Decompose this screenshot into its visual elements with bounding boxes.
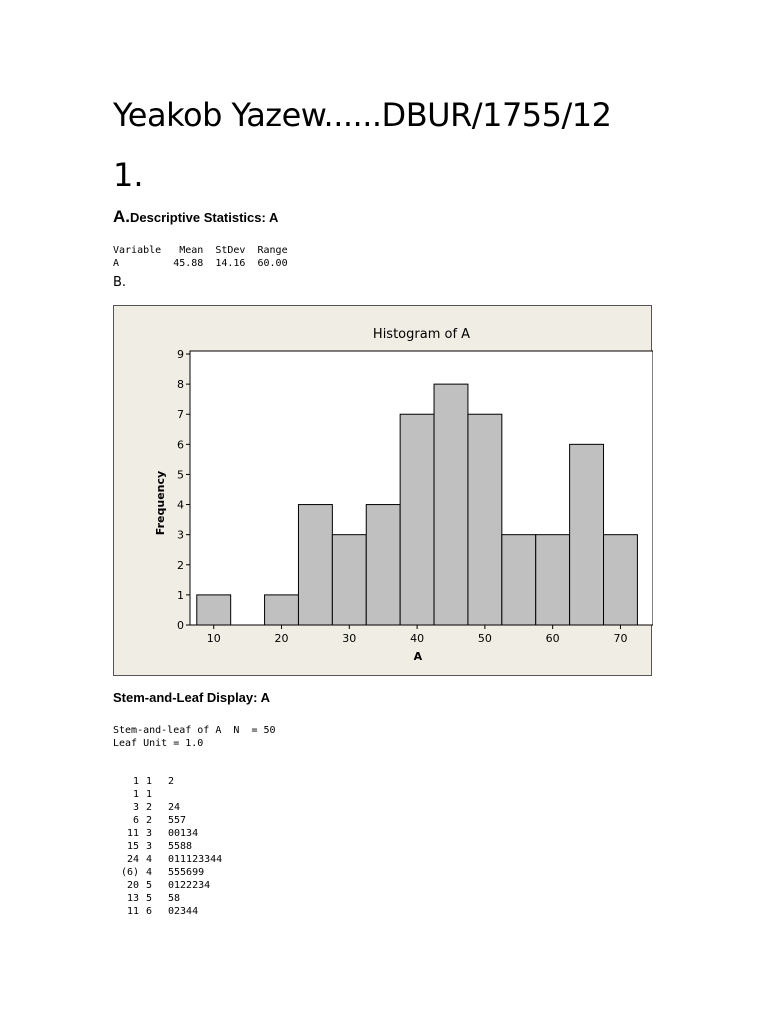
part-a-label: A. bbox=[113, 207, 130, 226]
histogram-bar bbox=[400, 414, 434, 625]
stem-leaves: 58 bbox=[168, 893, 181, 904]
x-tick-label: 30 bbox=[342, 632, 357, 645]
stem-leaf-info bbox=[113, 724, 276, 750]
y-tick-label: 3 bbox=[177, 528, 184, 542]
y-tick-label: 2 bbox=[177, 558, 184, 572]
stem-depth: 11 bbox=[126, 906, 139, 917]
histogram-svg bbox=[114, 306, 653, 677]
stem-value: 3 bbox=[146, 841, 153, 852]
stem-leaves: 5588 bbox=[168, 841, 193, 852]
stem-leaves: 00134 bbox=[168, 828, 199, 839]
histogram-bar bbox=[265, 595, 299, 625]
stem-depth: 15 bbox=[126, 841, 139, 852]
stem-depth: 24 bbox=[126, 854, 139, 865]
y-axis-label: Frequency bbox=[154, 470, 167, 536]
descriptive-stats-title: Descriptive Statistics: A bbox=[130, 210, 279, 225]
stem-value: 1 bbox=[146, 789, 153, 800]
stem-depth: 1 bbox=[132, 776, 139, 787]
stem-leaf-unit-line: Leaf Unit = 1.0 bbox=[113, 738, 204, 749]
y-tick-label: 5 bbox=[177, 468, 184, 482]
stem-leaf-heading: Stem-and-Leaf Display: A bbox=[113, 690, 270, 705]
stem-depth: 20 bbox=[126, 880, 139, 891]
histogram-bar bbox=[197, 595, 231, 625]
y-tick-label: 1 bbox=[177, 588, 184, 602]
chart-title: Histogram of A bbox=[372, 327, 471, 342]
stem-leaves: 02344 bbox=[168, 906, 199, 917]
part-b-label: B. bbox=[113, 275, 127, 290]
stem-depth: 1 bbox=[132, 789, 139, 800]
x-tick-label: 40 bbox=[410, 632, 425, 645]
stem-value: 3 bbox=[146, 828, 153, 839]
stem-depth: (6) bbox=[120, 867, 139, 878]
y-tick-label: 4 bbox=[177, 498, 184, 512]
histogram-bar bbox=[604, 535, 638, 625]
stem-value: 5 bbox=[146, 880, 153, 891]
stats-value-row: A 45.88 14.16 60.00 bbox=[113, 258, 288, 269]
stem-depth: 3 bbox=[132, 802, 139, 813]
stem-value: 4 bbox=[146, 867, 153, 878]
x-tick-label: 50 bbox=[477, 632, 492, 645]
x-tick-label: 10 bbox=[206, 632, 221, 645]
stem-leaves: 0122234 bbox=[168, 880, 211, 891]
stem-depth: 6 bbox=[132, 815, 139, 826]
y-tick-label: 0 bbox=[177, 619, 184, 632]
question-number: 1. bbox=[113, 156, 144, 194]
y-tick-label: 7 bbox=[177, 408, 184, 422]
y-tick-label: 6 bbox=[177, 438, 184, 452]
histogram-bar bbox=[536, 535, 570, 625]
stem-leaf-count-line: Stem-and-leaf of A N = 50 bbox=[113, 725, 276, 736]
y-tick-label: 9 bbox=[177, 348, 184, 362]
histogram-chart bbox=[113, 305, 652, 676]
histogram-bar bbox=[434, 384, 468, 625]
x-tick-label: 20 bbox=[274, 632, 289, 645]
histogram-bar bbox=[468, 414, 502, 625]
stem-value: 2 bbox=[146, 815, 153, 826]
x-tick-label: 60 bbox=[545, 632, 560, 645]
stem-leaves: 011123344 bbox=[168, 854, 223, 865]
stem-leaves: 2 bbox=[168, 776, 175, 787]
stem-value: 4 bbox=[146, 854, 153, 865]
document-title: Yeakob Yazew......DBUR/1755/12 bbox=[113, 96, 612, 134]
x-axis-label: A bbox=[413, 650, 423, 663]
x-tick-label: 70 bbox=[613, 632, 628, 645]
histogram-bar bbox=[298, 505, 332, 625]
descriptive-stats-table bbox=[113, 244, 288, 270]
histogram-bar bbox=[570, 444, 604, 625]
stem-leaves: 24 bbox=[168, 802, 181, 813]
stem-leaves: 557 bbox=[168, 815, 187, 826]
stem-leaves: 555699 bbox=[168, 867, 205, 878]
stem-depth: 11 bbox=[126, 828, 139, 839]
stem-value: 2 bbox=[146, 802, 153, 813]
histogram-bar bbox=[366, 505, 400, 625]
y-tick-label: 8 bbox=[177, 378, 184, 392]
stem-value: 6 bbox=[146, 906, 153, 917]
stem-value: 1 bbox=[146, 776, 153, 787]
stem-value: 5 bbox=[146, 893, 153, 904]
descriptive-stats-heading bbox=[113, 207, 278, 227]
stats-header-row: Variable Mean StDev Range bbox=[113, 245, 288, 256]
stem-depth: 13 bbox=[126, 893, 139, 904]
histogram-bar bbox=[502, 535, 536, 625]
histogram-bar bbox=[332, 535, 366, 625]
